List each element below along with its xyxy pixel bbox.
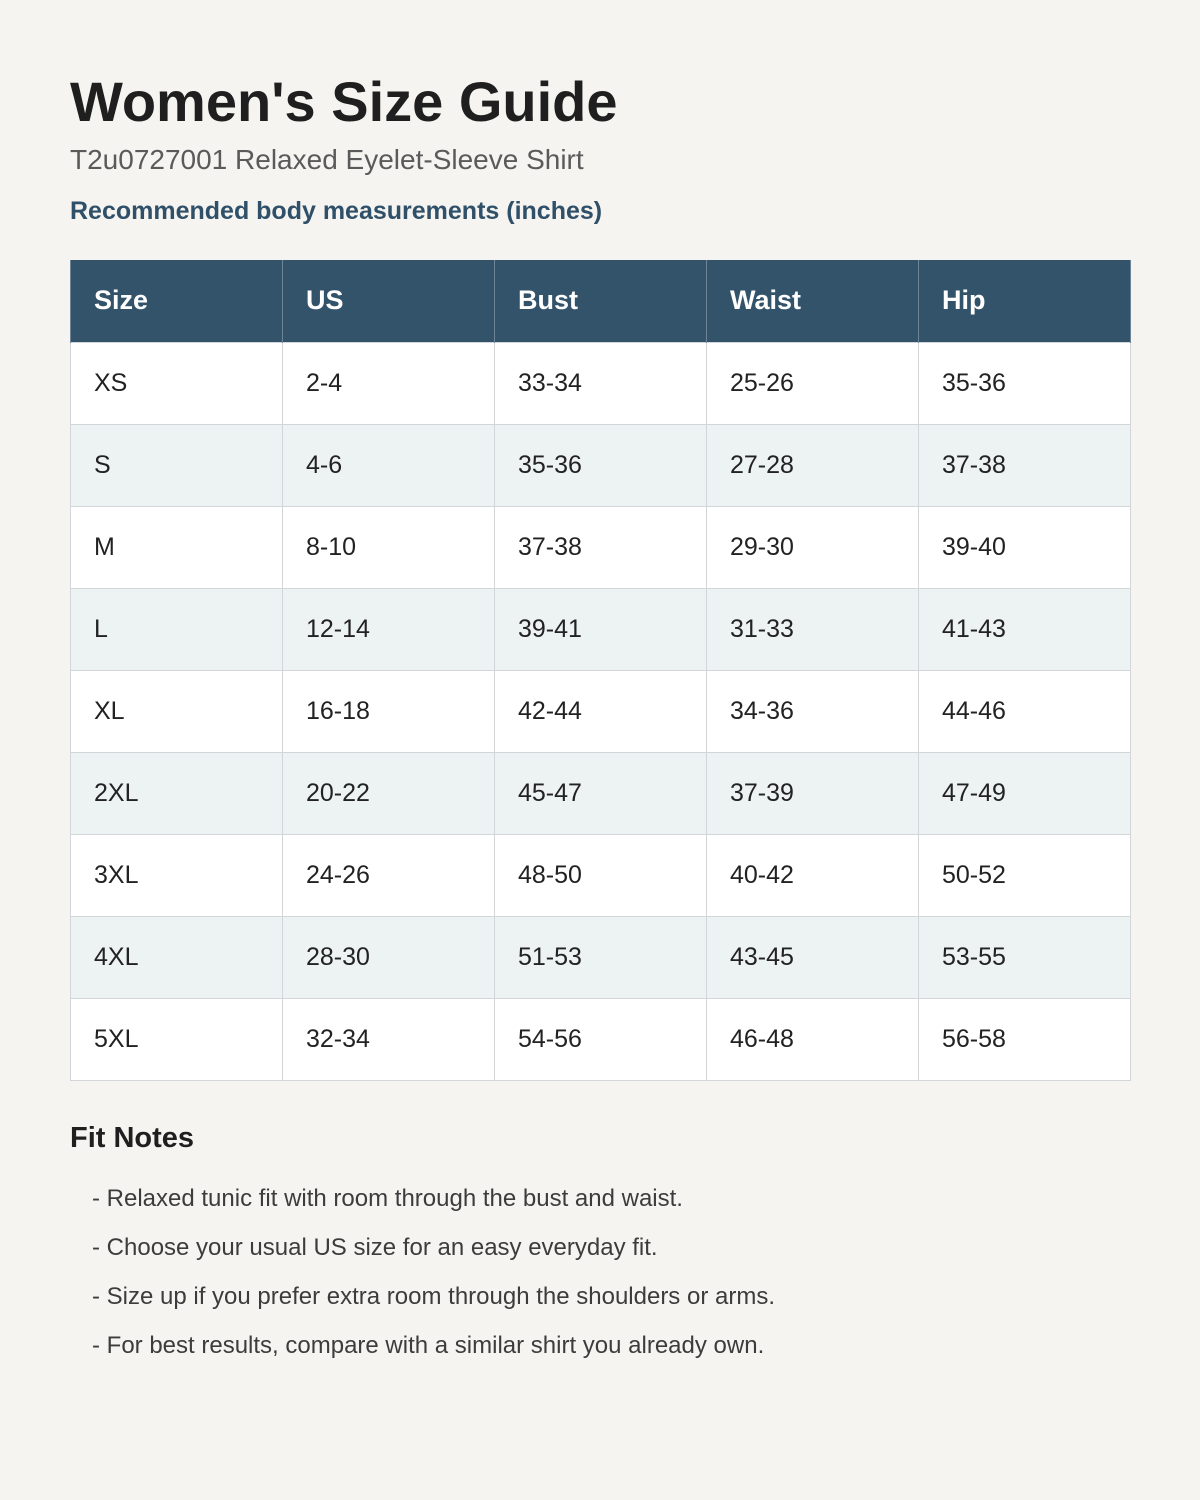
table-cell: 27-28 — [707, 424, 919, 506]
table-cell: 40-42 — [707, 834, 919, 916]
table-caption: Recommended body measurements (inches) — [70, 197, 603, 225]
table-cell: 41-43 — [919, 588, 1131, 670]
fit-note-item: - Relaxed tunic fit with room through the bust and waist. — [92, 1185, 683, 1212]
table-cell: 2XL — [71, 752, 283, 834]
table-cell: 12-14 — [283, 588, 495, 670]
table-cell: 48-50 — [495, 834, 707, 916]
table-cell: 24-26 — [283, 834, 495, 916]
column-header: Hip — [919, 260, 1131, 342]
table-row — [71, 506, 1131, 588]
table-cell: 50-52 — [919, 834, 1131, 916]
table-cell: 37-39 — [707, 752, 919, 834]
fit-notes-title: Fit Notes — [70, 1122, 195, 1154]
table-cell: 28-30 — [283, 916, 495, 998]
table-cell: S — [71, 424, 283, 506]
table-cell: 35-36 — [919, 342, 1131, 424]
table-cell: 51-53 — [495, 916, 707, 998]
table-cell: 39-41 — [495, 588, 707, 670]
column-header: Waist — [707, 260, 919, 342]
table-row — [71, 588, 1131, 670]
table-cell: 54-56 — [495, 998, 707, 1080]
table-cell: 8-10 — [283, 506, 495, 588]
table-cell: 20-22 — [283, 752, 495, 834]
table-cell: 33-34 — [495, 342, 707, 424]
table-cell: XS — [71, 342, 283, 424]
table-header-row — [71, 260, 1131, 342]
table-cell: 45-47 — [495, 752, 707, 834]
table-cell: 37-38 — [919, 424, 1131, 506]
table-cell: M — [71, 506, 283, 588]
table-cell: 42-44 — [495, 670, 707, 752]
table-cell: 32-34 — [283, 998, 495, 1080]
fit-note-item: - Size up if you prefer extra room through the shoulders or arms. — [92, 1283, 775, 1310]
table-cell: 5XL — [71, 998, 283, 1080]
product-subtitle: T2u0727001 Relaxed Eyelet-Sleeve Shirt — [70, 144, 584, 175]
page-title: Women's Size Guide — [70, 70, 618, 133]
table-cell: 39-40 — [919, 506, 1131, 588]
table-body — [71, 342, 1131, 1080]
table-row — [71, 916, 1131, 998]
table-cell: 29-30 — [707, 506, 919, 588]
column-header: Bust — [495, 260, 707, 342]
table-row — [71, 424, 1131, 506]
fit-notes-list — [92, 1174, 775, 1370]
table-row — [71, 342, 1131, 424]
table-cell: 2-4 — [283, 342, 495, 424]
table-cell: 43-45 — [707, 916, 919, 998]
table-cell: 44-46 — [919, 670, 1131, 752]
table-cell: 47-49 — [919, 752, 1131, 834]
table-row — [71, 670, 1131, 752]
table-cell: 46-48 — [707, 998, 919, 1080]
table-cell: XL — [71, 670, 283, 752]
table-cell: L — [71, 588, 283, 670]
fit-note-item: - For best results, compare with a similar shirt you already own. — [92, 1332, 765, 1359]
table-row — [71, 834, 1131, 916]
table-cell: 37-38 — [495, 506, 707, 588]
table-row — [71, 998, 1131, 1080]
table-cell: 3XL — [71, 834, 283, 916]
table-cell: 53-55 — [919, 916, 1131, 998]
column-header: US — [283, 260, 495, 342]
table-cell: 35-36 — [495, 424, 707, 506]
table-cell: 56-58 — [919, 998, 1131, 1080]
fit-note-item: - Choose your usual US size for an easy everyday fit. — [92, 1234, 658, 1261]
table-cell: 4-6 — [283, 424, 495, 506]
table-cell: 34-36 — [707, 670, 919, 752]
table-cell: 4XL — [71, 916, 283, 998]
size-table — [70, 260, 1131, 1081]
table-cell: 16-18 — [283, 670, 495, 752]
table-row — [71, 752, 1131, 834]
column-header: Size — [71, 260, 283, 342]
table-cell: 25-26 — [707, 342, 919, 424]
table-cell: 31-33 — [707, 588, 919, 670]
